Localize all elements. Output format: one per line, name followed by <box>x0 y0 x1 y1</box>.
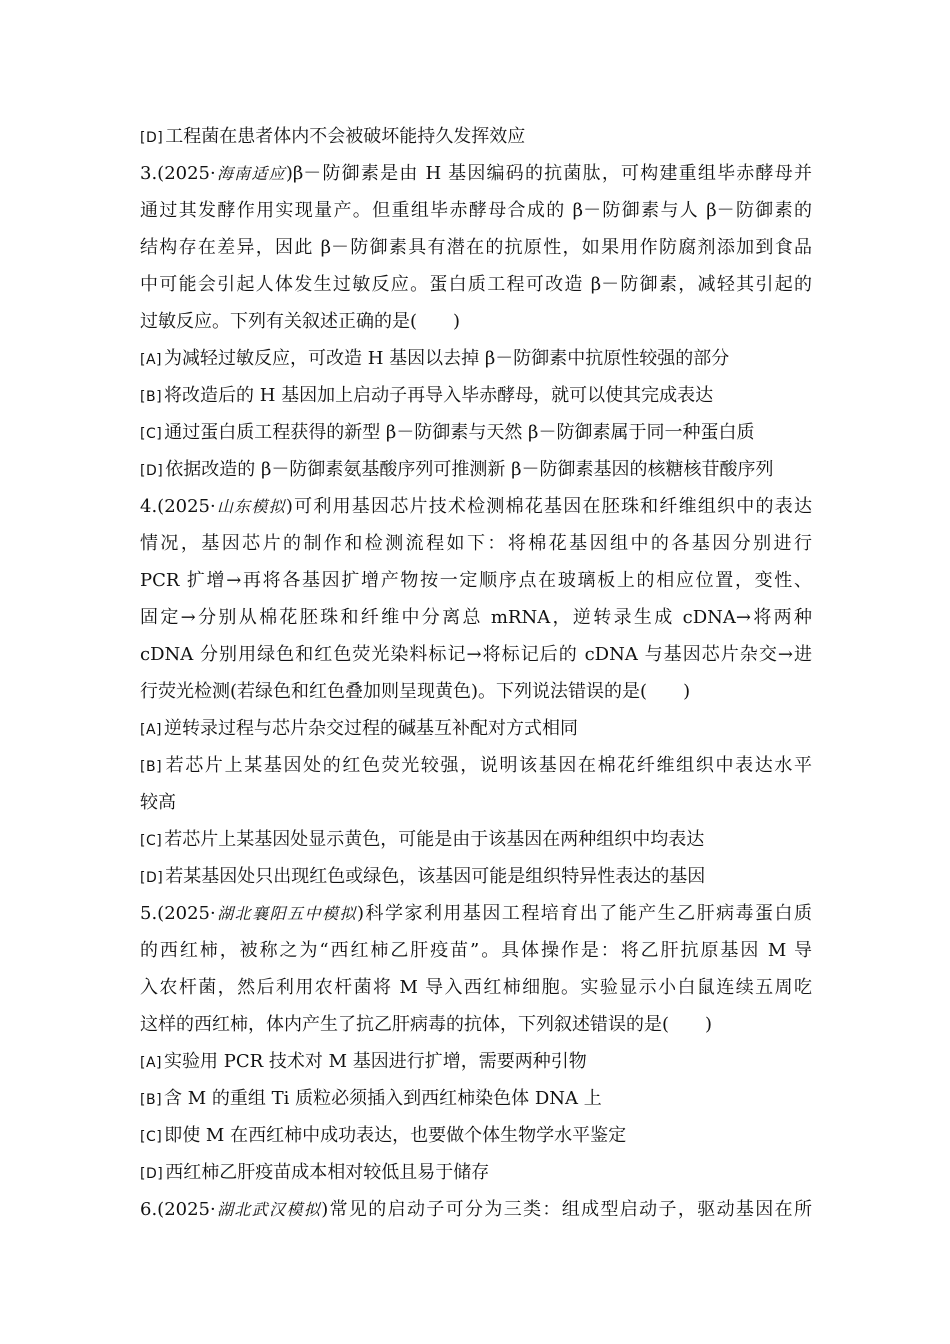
line-text: 若芯片上某基因处显示黄色，可能是由于该基因在两种组织中均表达 <box>164 829 705 850</box>
option-line <box>140 1162 812 1185</box>
option-line <box>140 718 812 741</box>
question-source: 海南适应 <box>215 164 286 183</box>
option-line <box>140 126 812 149</box>
option-line <box>140 829 812 852</box>
text-line <box>140 311 812 333</box>
line-text: 若芯片上某基因处的红色荧光较强，说明该基因在棉花纤维组织中表达水平 <box>164 755 812 776</box>
option-marker: [B] <box>140 1092 163 1108</box>
option-marker: [A] <box>140 1055 163 1071</box>
line-text: 工程菌在患者体内不会被破坏能持久发挥效应 <box>165 126 526 147</box>
option-line <box>140 348 812 371</box>
line-text: 入农杆菌，然后利用农杆菌将 M 导入西红柿细胞。实验显示小白鼠连续五周吃 <box>140 977 812 998</box>
text-line <box>140 274 812 296</box>
line-text: 含 M 的重组 Ti 质粒必须插入到西红柿染色体 DNA 上 <box>164 1088 602 1109</box>
option-marker: [D] <box>140 870 164 886</box>
line-text: 依据改造的 β－防御素氨基酸序列可推测新 β－防御素基因的核糖核苷酸序列 <box>165 459 774 480</box>
option-marker: [C] <box>140 426 163 442</box>
line-text: 西红柿乙肝疫苗成本相对较低且易于储存 <box>165 1162 490 1183</box>
line-text: )可利用基因芯片技术检测棉花基因在胚珠和纤维组织中的表达 <box>285 496 812 517</box>
option-line <box>140 459 812 482</box>
line-text: 过敏反应。下列有关叙述正确的是( ) <box>140 311 461 332</box>
option-marker: [C] <box>140 1129 163 1145</box>
option-marker: [A] <box>140 352 163 368</box>
line-text: 实验用 PCR 技术对 M 基因进行扩增，需要两种引物 <box>164 1051 587 1072</box>
option-marker: [C] <box>140 833 163 849</box>
option-marker: [D] <box>140 463 164 479</box>
line-text: 逆转录过程与芯片杂交过程的碱基互补配对方式相同 <box>164 718 579 739</box>
text-line <box>140 644 812 666</box>
text-line <box>140 237 812 259</box>
line-text: 通过其发酵作用实现量产。但重组毕赤酵母合成的 β－防御素与人 β－防御素的 <box>140 200 812 221</box>
text-line <box>140 681 812 703</box>
line-text: 即使 M 在西红柿中成功表达，也要做个体生物学水平鉴定 <box>164 1125 627 1146</box>
option-marker: [B] <box>140 389 163 405</box>
option-marker: [B] <box>140 759 163 775</box>
question-number: 4.(2025· <box>140 496 216 517</box>
text-line <box>140 200 812 222</box>
question-line <box>140 163 812 185</box>
line-text: )常见的启动子可分为三类：组成型启动子，驱动基因在所 <box>321 1199 812 1220</box>
question-source: 山东模拟 <box>215 497 286 516</box>
line-text: cDNA 分别用绿色和红色荧光染料标记→将标记后的 cDNA 与基因芯片杂交→进 <box>140 644 812 665</box>
line-text: )科学家利用基因工程培育出了能产生乙肝病毒蛋白质 <box>357 903 812 924</box>
line-text: 行荧光检测(若绿色和红色叠加则呈现黄色)。下列说法错误的是( ) <box>140 681 691 702</box>
line-text: 为减轻过敏反应，可改造 H 基因以去掉 β－防御素中抗原性较强的部分 <box>164 348 730 369</box>
question-line <box>140 903 812 925</box>
option-line <box>140 866 812 889</box>
question-number: 5.(2025· <box>140 903 216 924</box>
line-text: 结构存在差异，因此 β－防御素具有潜在的抗原性，如果用作防腐剂添加到食品 <box>140 237 812 258</box>
line-text: 固定→分别从棉花胚珠和纤维中分离总 mRNA，逆转录生成 cDNA→将两种 <box>140 607 812 628</box>
text-line <box>140 792 812 814</box>
option-line <box>140 1051 812 1074</box>
text-line <box>140 940 812 962</box>
question-number: 6.(2025· <box>140 1199 216 1220</box>
text-line <box>140 533 812 555</box>
option-line <box>140 755 812 778</box>
option-marker: [D] <box>140 1166 164 1182</box>
option-marker: [A] <box>140 722 163 738</box>
line-text: 将改造后的 H 基因加上启动子再导入毕赤酵母，就可以使其完成表达 <box>164 385 714 406</box>
line-text: PCR 扩增→再将各基因扩增产物按一定顺序点在玻璃板上的相应位置，变性、 <box>140 570 812 591</box>
question-number: 3.(2025· <box>140 163 216 184</box>
option-line <box>140 422 812 445</box>
option-line <box>140 1088 812 1111</box>
option-line <box>140 1125 812 1148</box>
text-line <box>140 1014 812 1036</box>
question-source: 湖北襄阳五中模拟 <box>215 904 358 923</box>
question-line <box>140 1199 812 1221</box>
text-line <box>140 570 812 592</box>
text-line <box>140 977 812 999</box>
line-text: 中可能会引起人体发生过敏反应。蛋白质工程可改造 β－防御素，减轻其引起的 <box>140 274 812 295</box>
line-text: 通过蛋白质工程获得的新型 β－防御素与天然 β－防御素属于同一种蛋白质 <box>164 422 755 443</box>
line-text: 较高 <box>140 792 176 813</box>
line-text: 若某基因处只出现红色或绿色，该基因可能是组织特异性表达的基因 <box>165 866 706 887</box>
text-line <box>140 607 812 629</box>
line-text: 的西红柿，被称之为“西红柿乙肝疫苗”。具体操作是：将乙肝抗原基因 M 导 <box>140 940 812 961</box>
question-source: 湖北武汉模拟 <box>215 1200 322 1219</box>
line-text: 情况，基因芯片的制作和检测流程如下：将棉花基因组中的各基因分别进行 <box>140 533 812 554</box>
option-line <box>140 385 812 408</box>
line-text: )β－防御素是由 H 基因编码的抗菌肽，可构建重组毕赤酵母并 <box>285 163 812 184</box>
option-marker: [D] <box>140 130 164 146</box>
line-text: 这样的西红柿，体内产生了抗乙肝病毒的抗体，下列叙述错误的是( ) <box>140 1014 713 1035</box>
question-line <box>140 496 812 518</box>
